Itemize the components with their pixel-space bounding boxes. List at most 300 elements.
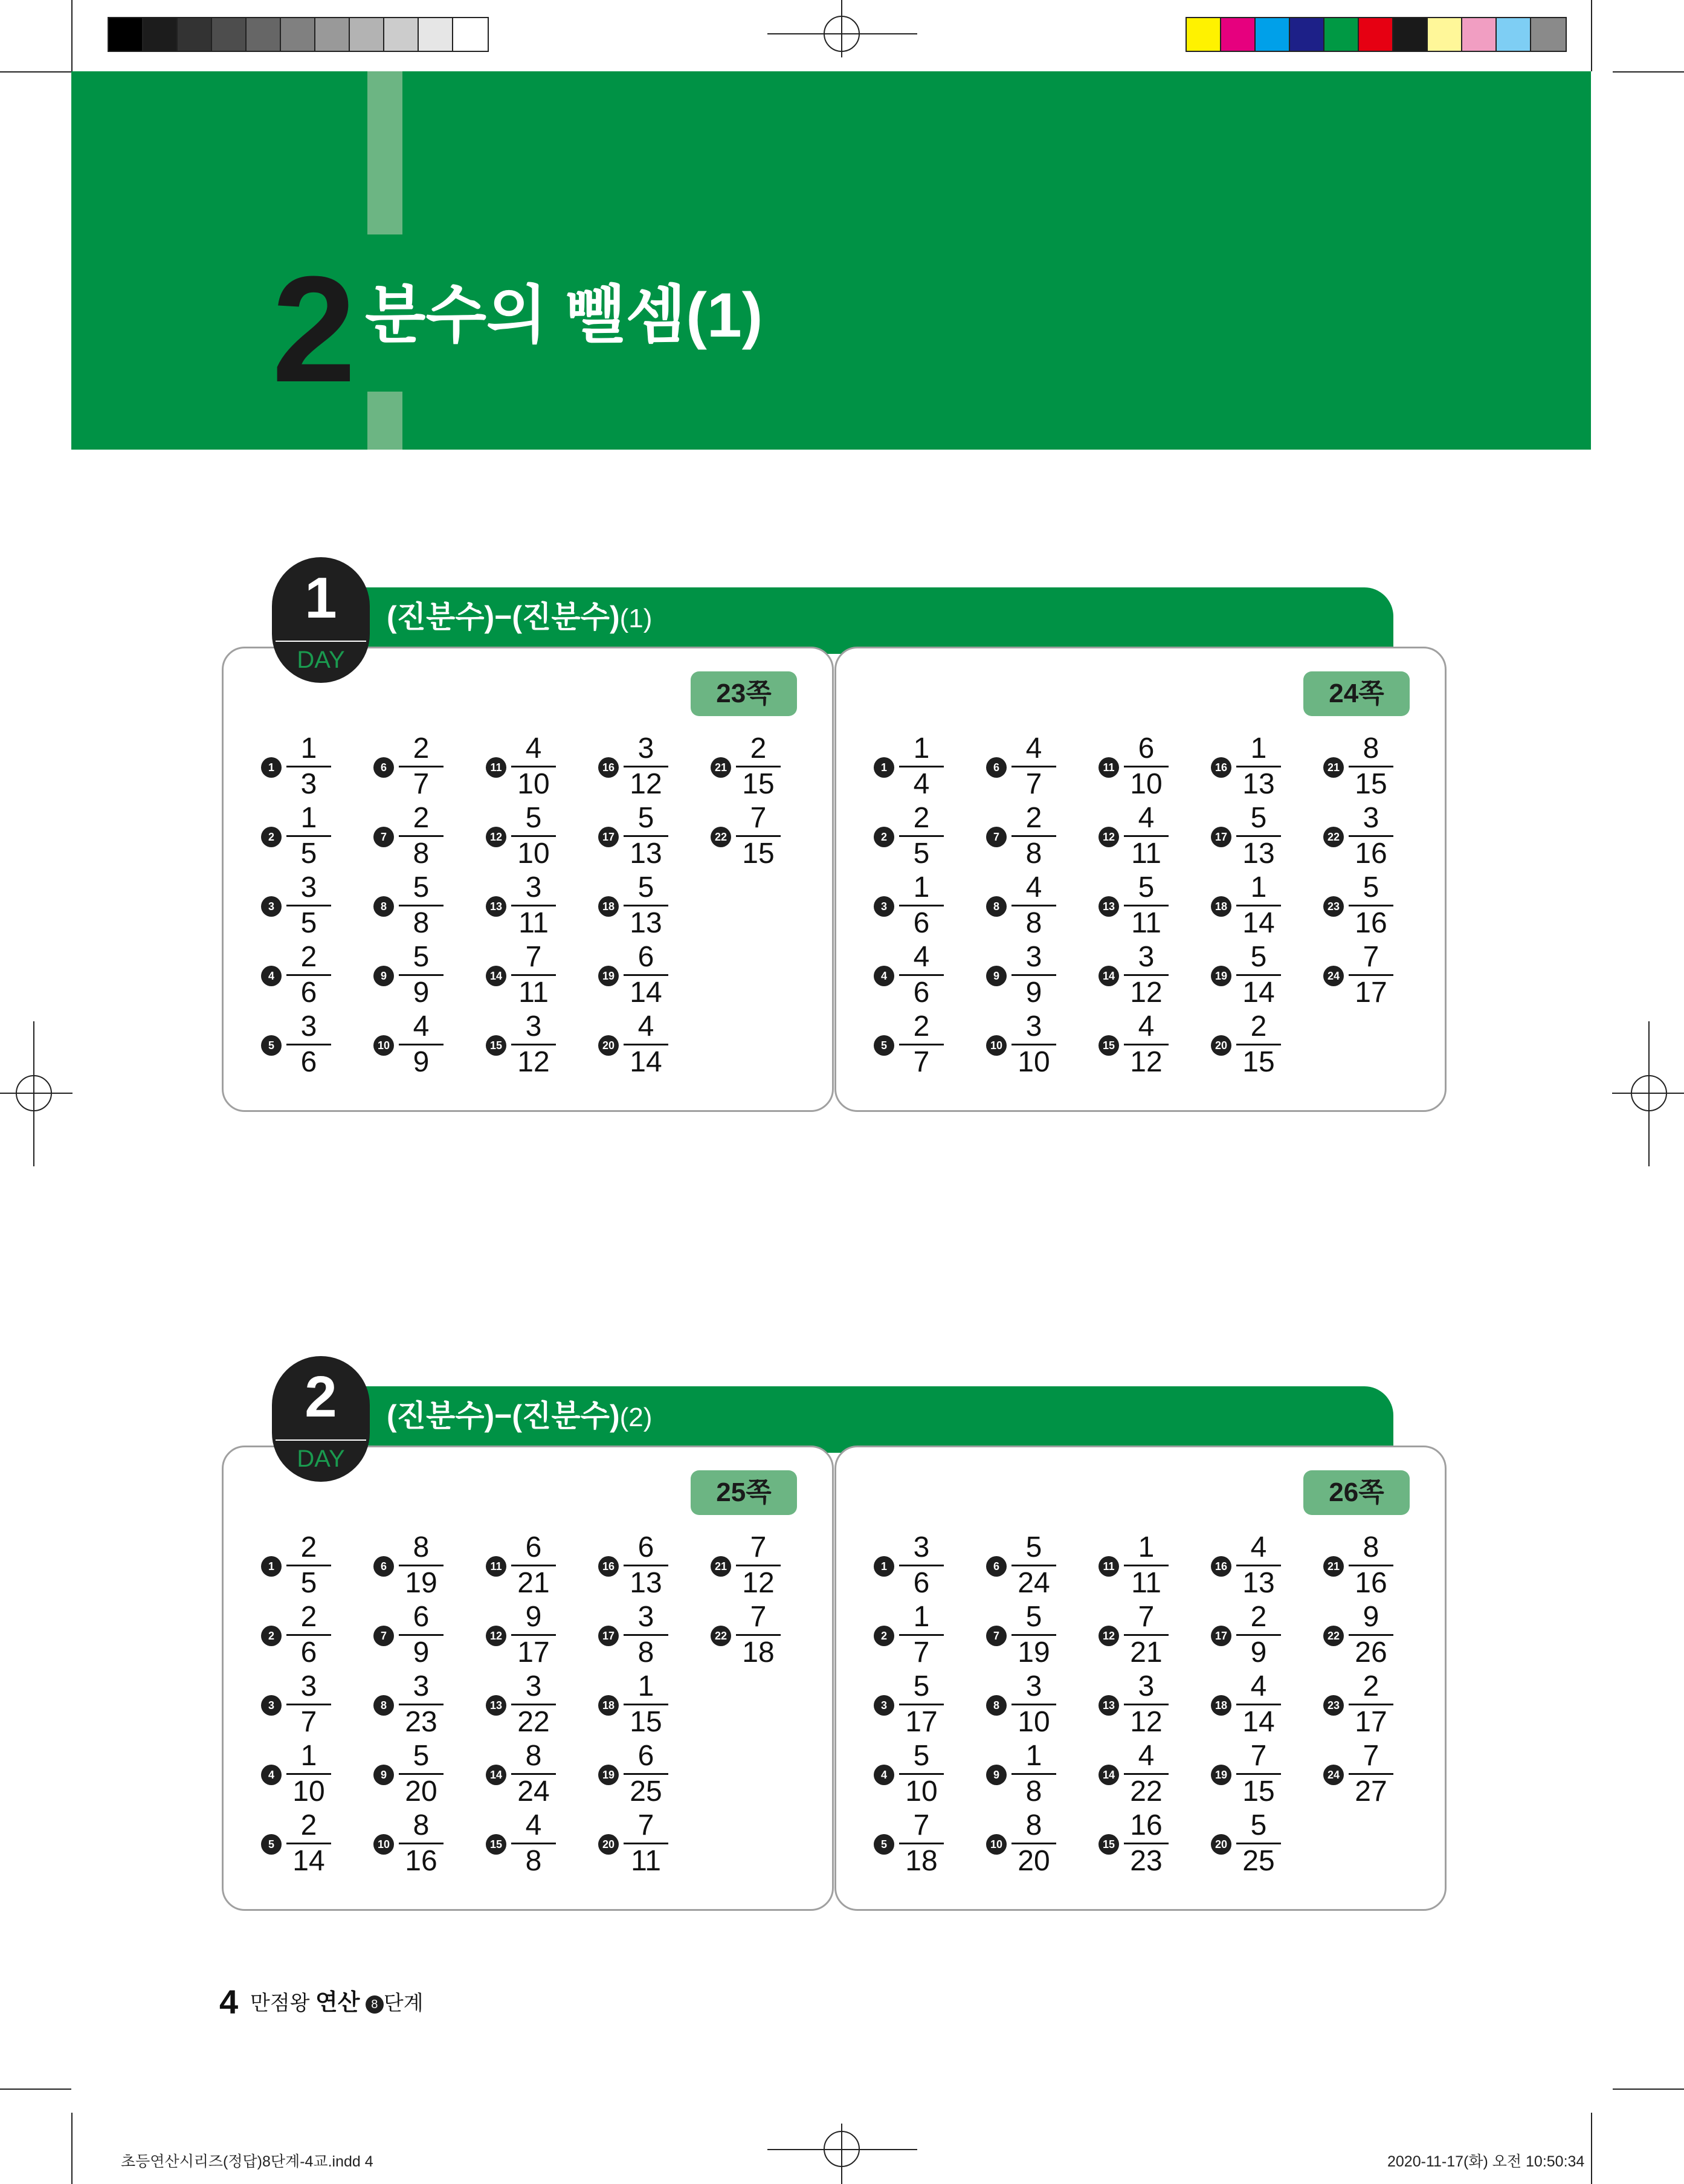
numerator: 7	[525, 941, 542, 973]
numerator: 1	[1250, 871, 1267, 903]
fraction-answer	[1124, 872, 1169, 939]
fraction-bar	[1011, 905, 1056, 906]
problem-number: 16	[598, 1556, 619, 1577]
numerator: 1	[1250, 732, 1267, 764]
numerator: 7	[1363, 1740, 1379, 1772]
fraction-answer	[736, 1532, 781, 1599]
denominator: 11	[1131, 907, 1161, 939]
numerator: 7	[750, 1601, 767, 1633]
numerator: 3	[1025, 1670, 1042, 1702]
fraction-answer	[511, 1601, 556, 1669]
problem-number: 3	[261, 896, 282, 917]
numerator: 9	[1363, 1601, 1379, 1633]
fraction-bar	[511, 1773, 556, 1775]
numerator: 1	[300, 802, 317, 834]
fraction-answer	[1236, 942, 1281, 1009]
numerator: 6	[1138, 732, 1155, 764]
fraction-answer	[1124, 1671, 1169, 1738]
problem-number: 6	[373, 757, 394, 778]
fraction-answer	[399, 1532, 444, 1599]
day-label: DAY	[297, 647, 345, 673]
numerator: 4	[637, 1010, 654, 1042]
fraction-answer	[1349, 803, 1393, 870]
problem-number: 20	[1211, 1834, 1231, 1855]
fraction-bar	[1124, 905, 1169, 906]
color-swatch	[247, 18, 281, 51]
denominator: 17	[905, 1706, 938, 1738]
fraction-bar	[624, 1773, 668, 1775]
problem-number: 21	[711, 1556, 731, 1577]
denominator: 14	[1242, 907, 1275, 939]
print-slug-timestamp: 2020-11-17(화) 오전 10:50:34	[1387, 2153, 1585, 2170]
color-swatch	[419, 18, 453, 51]
denominator: 17	[1355, 1706, 1387, 1738]
fraction-bar	[1236, 766, 1281, 767]
fraction-bar	[511, 1634, 556, 1636]
fraction-bar	[1011, 1843, 1056, 1844]
problem-number: 12	[1098, 827, 1119, 847]
fraction-answer	[899, 1532, 944, 1599]
fraction-answer	[511, 1011, 556, 1078]
denominator: 25	[1242, 1845, 1275, 1877]
numerator: 5	[1250, 941, 1267, 973]
fraction-answer	[624, 1532, 668, 1599]
fraction-answer	[1236, 1532, 1281, 1599]
problem-number: 9	[986, 966, 1007, 986]
denominator: 5	[300, 907, 317, 939]
problem-number: 14	[486, 966, 506, 986]
fraction-bar	[399, 766, 444, 767]
problem-number: 17	[598, 827, 619, 847]
denominator: 12	[517, 1046, 550, 1078]
denominator: 24	[517, 1775, 550, 1808]
numerator: 2	[300, 1531, 317, 1563]
numerator: 2	[1250, 1601, 1267, 1633]
problem-number: 13	[1098, 896, 1119, 917]
numerator: 3	[525, 1670, 542, 1702]
numerator: 1	[913, 1601, 930, 1633]
color-swatch	[178, 18, 212, 51]
problem-number: 4	[874, 1765, 894, 1785]
fraction-answer	[399, 872, 444, 939]
problem-number: 15	[1098, 1834, 1119, 1855]
numerator: 2	[1363, 1670, 1379, 1702]
problem-number: 18	[1211, 1695, 1231, 1716]
fraction-answer	[899, 942, 944, 1009]
fraction-bar	[1124, 1843, 1169, 1844]
problem-number: 22	[711, 1626, 731, 1646]
numerator: 6	[637, 941, 654, 973]
denominator: 8	[1025, 907, 1042, 939]
answer-panel-26	[834, 1446, 1447, 1911]
crop-mark	[71, 2113, 73, 2184]
denominator: 16	[1355, 1567, 1387, 1599]
fraction-bar	[899, 835, 944, 837]
color-swatch	[281, 18, 315, 51]
fraction-bar	[1011, 1634, 1056, 1636]
fraction-answer	[1349, 942, 1393, 1009]
problem-number: 5	[874, 1035, 894, 1056]
numerator: 1	[913, 871, 930, 903]
problem-number: 22	[1323, 827, 1344, 847]
fraction-answer	[1349, 1740, 1393, 1808]
fraction-answer	[624, 1601, 668, 1669]
fraction-answer	[1011, 872, 1056, 939]
fraction-answer	[1124, 1532, 1169, 1599]
problem-number: 8	[373, 896, 394, 917]
fraction-bar	[511, 766, 556, 767]
numerator: 2	[750, 732, 767, 764]
fraction-answer	[1349, 1671, 1393, 1738]
fraction-answer	[1124, 1601, 1169, 1669]
numerator: 4	[1138, 802, 1155, 834]
denominator: 13	[1242, 838, 1275, 870]
fraction-answer	[624, 942, 668, 1009]
denominator: 23	[405, 1706, 437, 1738]
fraction-answer	[511, 1671, 556, 1738]
denominator: 12	[1130, 977, 1163, 1009]
fraction-bar	[1349, 1773, 1393, 1775]
problem-number: 14	[486, 1765, 506, 1785]
fraction-bar	[1011, 1044, 1056, 1045]
day-2-badge	[272, 1356, 370, 1482]
denominator: 12	[742, 1567, 775, 1599]
fraction-answer	[899, 872, 944, 939]
denominator: 13	[1242, 768, 1275, 800]
denominator: 8	[413, 907, 430, 939]
fraction-answer	[624, 1671, 668, 1738]
fraction-bar	[286, 1704, 331, 1705]
denominator: 8	[1025, 838, 1042, 870]
fraction-answer	[399, 942, 444, 1009]
fraction-answer	[286, 1011, 331, 1078]
denominator: 14	[630, 977, 662, 1009]
numerator: 5	[413, 871, 430, 903]
problem-number: 9	[373, 1765, 394, 1785]
numerator: 8	[413, 1531, 430, 1563]
denominator: 15	[742, 768, 775, 800]
fraction-answer	[1349, 1532, 1393, 1599]
fraction-bar	[624, 1634, 668, 1636]
numerator: 6	[413, 1601, 430, 1633]
problem-number: 8	[373, 1695, 394, 1716]
numerator: 5	[1138, 871, 1155, 903]
fraction-answer	[1011, 1740, 1056, 1808]
level-marker: 8	[366, 1995, 384, 2014]
fraction-answer	[399, 1671, 444, 1738]
fraction-answer	[624, 803, 668, 870]
fraction-bar	[1011, 1773, 1056, 1775]
denominator: 7	[913, 1046, 930, 1078]
fraction-bar	[511, 835, 556, 837]
page-number: 4	[219, 1983, 239, 2021]
fraction-bar	[511, 974, 556, 976]
numerator: 4	[1250, 1670, 1267, 1702]
denominator: 6	[913, 1567, 930, 1599]
denominator: 11	[518, 907, 549, 939]
fraction-bar	[511, 905, 556, 906]
fraction-answer	[899, 1601, 944, 1669]
fraction-bar	[736, 766, 781, 767]
fraction-answer	[399, 1740, 444, 1808]
problem-number: 17	[598, 1626, 619, 1646]
problem-number: 7	[373, 1626, 394, 1646]
numerator: 7	[1138, 1601, 1155, 1633]
denominator: 13	[630, 838, 662, 870]
fraction-answer	[1349, 872, 1393, 939]
denominator: 10	[517, 838, 550, 870]
numerator: 6	[637, 1740, 654, 1772]
color-swatch	[350, 18, 384, 51]
fraction-answer	[1236, 803, 1281, 870]
crop-mark	[1591, 0, 1592, 71]
problem-number: 4	[261, 966, 282, 986]
fraction-bar	[1124, 766, 1169, 767]
numerator: 4	[1025, 732, 1042, 764]
color-swatch	[1359, 18, 1393, 51]
problem-number: 6	[373, 1556, 394, 1577]
problem-number: 16	[598, 757, 619, 778]
problem-number: 15	[486, 1035, 506, 1056]
chapter-title: 분수의 뺄셈(1)	[365, 280, 763, 351]
denominator: 10	[905, 1775, 938, 1808]
numerator: 7	[1363, 941, 1379, 973]
fraction-bar	[736, 835, 781, 837]
fraction-answer	[1124, 1740, 1169, 1808]
fraction-answer	[624, 1011, 668, 1078]
fraction-bar	[899, 1773, 944, 1775]
problem-number: 1	[874, 757, 894, 778]
fraction-answer	[286, 1671, 331, 1738]
denominator: 5	[300, 1567, 317, 1599]
problem-number: 12	[486, 827, 506, 847]
fraction-answer	[1124, 942, 1169, 1009]
fraction-bar	[899, 1843, 944, 1844]
numerator: 5	[1250, 1809, 1267, 1841]
fraction-answer	[399, 1601, 444, 1669]
denominator: 7	[300, 1706, 317, 1738]
process-color-bar	[1186, 17, 1567, 52]
fraction-bar	[1349, 835, 1393, 837]
answer-panel-25	[222, 1446, 834, 1911]
fraction-bar	[511, 1044, 556, 1045]
fraction-answer	[1011, 1532, 1056, 1599]
problem-number: 20	[1211, 1035, 1231, 1056]
denominator: 9	[413, 1636, 430, 1669]
problem-number: 12	[1098, 1626, 1119, 1646]
registration-mark	[1631, 1075, 1667, 1111]
denominator: 7	[1025, 768, 1042, 800]
fraction-answer	[1011, 1011, 1056, 1078]
problem-number: 2	[874, 827, 894, 847]
numerator: 7	[750, 802, 767, 834]
problem-number: 13	[486, 896, 506, 917]
fraction-bar	[1349, 1634, 1393, 1636]
fraction-answer	[899, 1671, 944, 1738]
numerator: 3	[1025, 1010, 1042, 1042]
fraction-bar	[511, 1704, 556, 1705]
problem-number: 7	[373, 827, 394, 847]
fraction-bar	[1124, 974, 1169, 976]
fraction-bar	[736, 1565, 781, 1566]
fraction-bar	[286, 1044, 331, 1045]
problem-number: 17	[1211, 827, 1231, 847]
color-swatch	[1256, 18, 1290, 51]
color-swatch	[1290, 18, 1324, 51]
fraction-answer	[286, 1532, 331, 1599]
book-title-prefix: 만점왕	[250, 1992, 315, 2015]
fraction-answer	[1349, 733, 1393, 800]
problem-number: 22	[711, 827, 731, 847]
problem-number: 11	[486, 1556, 506, 1577]
denominator: 25	[630, 1775, 662, 1808]
problem-number: 13	[486, 1695, 506, 1716]
page-badge: 25쪽	[691, 1470, 797, 1515]
problem-number: 1	[261, 757, 282, 778]
page-badge: 26쪽	[1303, 1470, 1410, 1515]
denominator: 10	[1018, 1706, 1050, 1738]
denominator: 17	[1355, 977, 1387, 1009]
denominator: 14	[292, 1845, 325, 1877]
numerator: 5	[525, 802, 542, 834]
fraction-bar	[1236, 1044, 1281, 1045]
problem-number: 8	[986, 1695, 1007, 1716]
denominator: 11	[518, 977, 549, 1009]
fraction-bar	[399, 1773, 444, 1775]
fraction-bar	[1011, 974, 1056, 976]
numerator: 6	[525, 1531, 542, 1563]
problem-number: 14	[1098, 1765, 1119, 1785]
fraction-bar	[286, 835, 331, 837]
denominator: 26	[1355, 1636, 1387, 1669]
fraction-answer	[1124, 1011, 1169, 1078]
numerator: 7	[750, 1531, 767, 1563]
color-swatch	[315, 18, 350, 51]
denominator: 9	[1025, 977, 1042, 1009]
problem-number: 5	[874, 1834, 894, 1855]
day-badge-divider	[276, 1439, 366, 1441]
numerator: 3	[1138, 941, 1155, 973]
fraction-bar	[1011, 1704, 1056, 1705]
color-swatch	[1324, 18, 1359, 51]
numerator: 4	[525, 1809, 542, 1841]
fraction-bar	[1011, 766, 1056, 767]
denominator: 6	[913, 907, 930, 939]
fraction-bar	[286, 1843, 331, 1844]
fraction-answer	[899, 733, 944, 800]
numerator: 7	[1250, 1740, 1267, 1772]
problem-number: 12	[486, 1626, 506, 1646]
problem-number: 21	[711, 757, 731, 778]
numerator: 1	[637, 1670, 654, 1702]
fraction-answer	[511, 1532, 556, 1599]
color-swatch	[1393, 18, 1428, 51]
fraction-bar	[1349, 766, 1393, 767]
numerator: 2	[413, 732, 430, 764]
fraction-bar	[511, 1843, 556, 1844]
denominator: 7	[413, 768, 430, 800]
color-swatch	[212, 18, 247, 51]
denominator: 6	[300, 977, 317, 1009]
numerator: 3	[637, 732, 654, 764]
color-swatch	[1531, 18, 1566, 51]
fraction-answer	[1011, 1810, 1056, 1877]
problem-number: 20	[598, 1834, 619, 1855]
numerator: 3	[1138, 1670, 1155, 1702]
numerator: 5	[1363, 871, 1379, 903]
fraction-answer	[624, 733, 668, 800]
fraction-bar	[1349, 905, 1393, 906]
fraction-bar	[899, 1704, 944, 1705]
fraction-bar	[399, 1843, 444, 1844]
book-title	[250, 1991, 424, 2014]
print-slug-filename: 초등연산시리즈(정답)8단계-4교.indd 4	[121, 2153, 373, 2170]
denominator: 14	[630, 1046, 662, 1078]
problem-number: 19	[1211, 1765, 1231, 1785]
denominator: 10	[1018, 1046, 1050, 1078]
problem-number: 10	[373, 1834, 394, 1855]
fraction-bar	[624, 1044, 668, 1045]
numerator: 4	[1138, 1010, 1155, 1042]
problem-number: 11	[1098, 1556, 1119, 1577]
problem-number: 21	[1323, 757, 1344, 778]
fraction-bar	[1236, 835, 1281, 837]
denominator: 15	[1242, 1775, 1275, 1808]
problem-number: 7	[986, 827, 1007, 847]
fraction-bar	[1236, 1565, 1281, 1566]
problem-number: 3	[874, 896, 894, 917]
numerator: 2	[1025, 802, 1042, 834]
denominator: 8	[525, 1845, 542, 1877]
denominator: 15	[1355, 768, 1387, 800]
denominator: 17	[517, 1636, 550, 1669]
numerator: 8	[1363, 732, 1379, 764]
fraction-bar	[1349, 974, 1393, 976]
problem-number: 2	[261, 1626, 282, 1646]
denominator: 10	[1130, 768, 1163, 800]
fraction-answer	[399, 803, 444, 870]
numerator: 3	[1025, 941, 1042, 973]
fraction-bar	[899, 766, 944, 767]
fraction-bar	[286, 1773, 331, 1775]
book-title-bold: 연산	[315, 1990, 360, 2015]
problem-number: 18	[598, 896, 619, 917]
fraction-bar	[624, 974, 668, 976]
problem-number: 17	[1211, 1626, 1231, 1646]
denominator: 9	[413, 977, 430, 1009]
fraction-answer	[511, 872, 556, 939]
denominator: 6	[913, 977, 930, 1009]
numerator: 1	[1025, 1740, 1042, 1772]
fraction-bar	[1236, 1634, 1281, 1636]
denominator: 4	[913, 768, 930, 800]
denominator: 27	[1355, 1775, 1387, 1808]
denominator: 22	[517, 1706, 550, 1738]
numerator: 3	[413, 1670, 430, 1702]
numerator: 4	[913, 941, 930, 973]
numerator: 7	[637, 1809, 654, 1841]
fraction-bar	[286, 766, 331, 767]
fraction-bar	[399, 1044, 444, 1045]
color-swatch	[1221, 18, 1256, 51]
fraction-answer	[899, 1810, 944, 1877]
numerator: 1	[913, 732, 930, 764]
denominator: 7	[913, 1636, 930, 1669]
fraction-answer	[286, 872, 331, 939]
denominator: 23	[1130, 1845, 1163, 1877]
numerator: 2	[300, 1601, 317, 1633]
denominator: 21	[1130, 1636, 1163, 1669]
